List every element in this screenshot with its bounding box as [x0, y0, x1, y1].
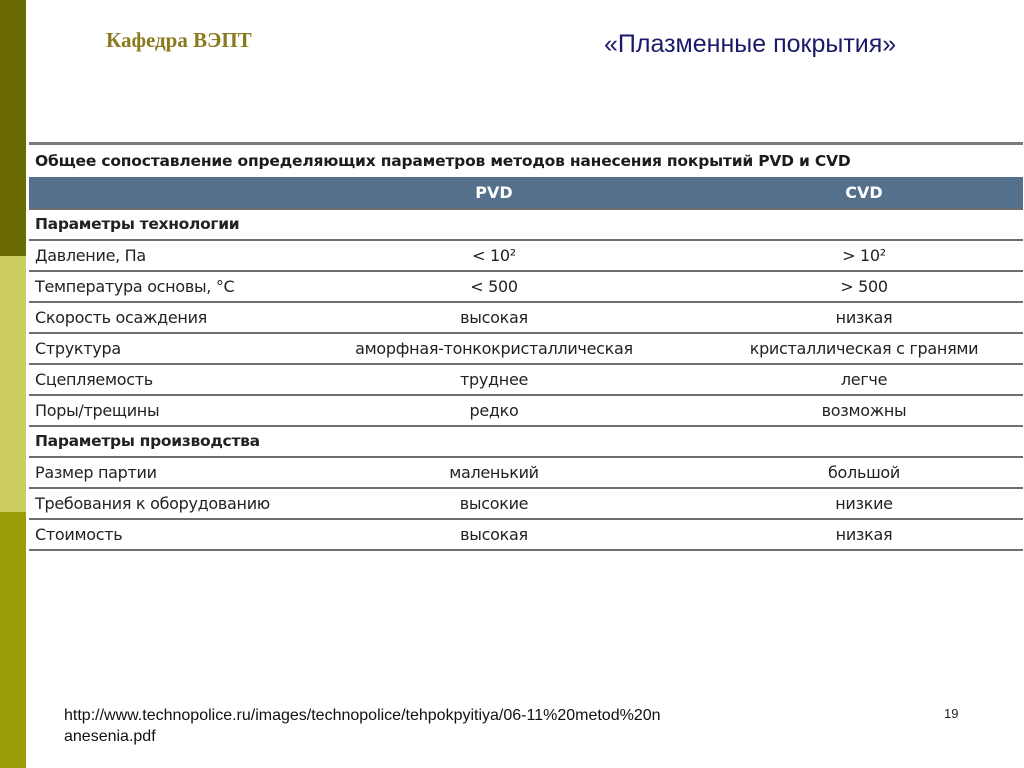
row-parameter-cell: Температура основы, °С — [35, 277, 235, 296]
side-decoration-bar-top — [0, 0, 26, 256]
page-number: 19 — [944, 706, 959, 721]
row-parameter-cell: Требования к оборудованию — [35, 494, 270, 513]
table-row — [29, 239, 1023, 270]
row-cvd-cell: низкая — [835, 308, 893, 327]
row-parameter-cell: Давление, Па — [35, 246, 146, 265]
table-row — [29, 301, 1023, 332]
row-pvd-cell: высокая — [460, 525, 528, 544]
row-pvd-cell: аморфная-тонкокристаллическая — [355, 339, 633, 358]
row-cvd-cell: низкая — [835, 525, 893, 544]
department-label: Кафедра ВЭПТ — [106, 28, 252, 52]
header-cell-cvd: CVD — [845, 183, 883, 202]
slide-title: «Плазменные покрытия» — [604, 30, 897, 58]
row-parameter-cell: Поры/трещины — [35, 401, 160, 420]
row-cvd-cell: возможны — [821, 401, 907, 420]
row-pvd-cell: < 10² — [472, 246, 516, 265]
row-cvd-cell: низкие — [835, 494, 893, 513]
row-cvd-cell: > 10² — [842, 246, 886, 265]
row-pvd-cell: редко — [469, 401, 519, 420]
table-row — [29, 394, 1023, 425]
side-decoration-bar-bottom — [0, 512, 26, 768]
row-cvd-cell: легче — [840, 370, 888, 389]
row-parameter-cell: Структура — [35, 339, 121, 358]
row-pvd-cell: труднее — [459, 370, 529, 389]
table-section-row — [29, 425, 1023, 456]
table-body — [29, 208, 1023, 549]
row-pvd-cell: высокая — [460, 308, 528, 327]
table-section-row — [29, 208, 1023, 239]
table-bottom-rule — [29, 549, 1023, 551]
row-pvd-cell — [319, 427, 669, 456]
row-parameter-cell: Размер партии — [35, 463, 157, 482]
comparison-table — [29, 142, 1023, 551]
table-row — [29, 332, 1023, 363]
table-row — [29, 456, 1023, 487]
row-cvd-cell: большой — [827, 463, 901, 482]
row-parameter-cell: Сцепляемость — [35, 370, 153, 389]
row-parameter-cell: Параметры производства — [35, 432, 260, 450]
row-parameter-cell: Скорость осаждения — [35, 308, 207, 327]
row-pvd-cell: < 500 — [470, 277, 518, 296]
table-row — [29, 363, 1023, 394]
row-pvd-cell: маленький — [449, 463, 539, 482]
row-pvd-cell: высокие — [459, 494, 529, 513]
row-pvd-cell — [319, 210, 669, 239]
header-cell-parameter — [29, 177, 319, 208]
table-header-row — [29, 177, 1023, 208]
row-cvd-cell: кристаллическая с гранями — [749, 339, 979, 358]
header-cell-pvd: PVD — [475, 183, 513, 202]
row-cvd-cell — [669, 210, 1023, 239]
row-parameter-cell: Параметры технологии — [35, 215, 240, 233]
table-title: Общее сопоставление определяющих параметров методов нанесения покрытий PVD и CVD — [29, 142, 1023, 177]
table-row — [29, 487, 1023, 518]
table-row — [29, 270, 1023, 301]
row-cvd-cell: > 500 — [840, 277, 888, 296]
source-link[interactable]: http://www.technopolice.ru/images/technopolice/tehpokpyitiya/06-11%20metod%20nanesenia.pdf — [64, 707, 661, 745]
row-cvd-cell — [669, 427, 1023, 456]
side-decoration-bar-middle — [0, 256, 26, 512]
table-row — [29, 518, 1023, 549]
row-parameter-cell: Стоимость — [35, 525, 123, 544]
